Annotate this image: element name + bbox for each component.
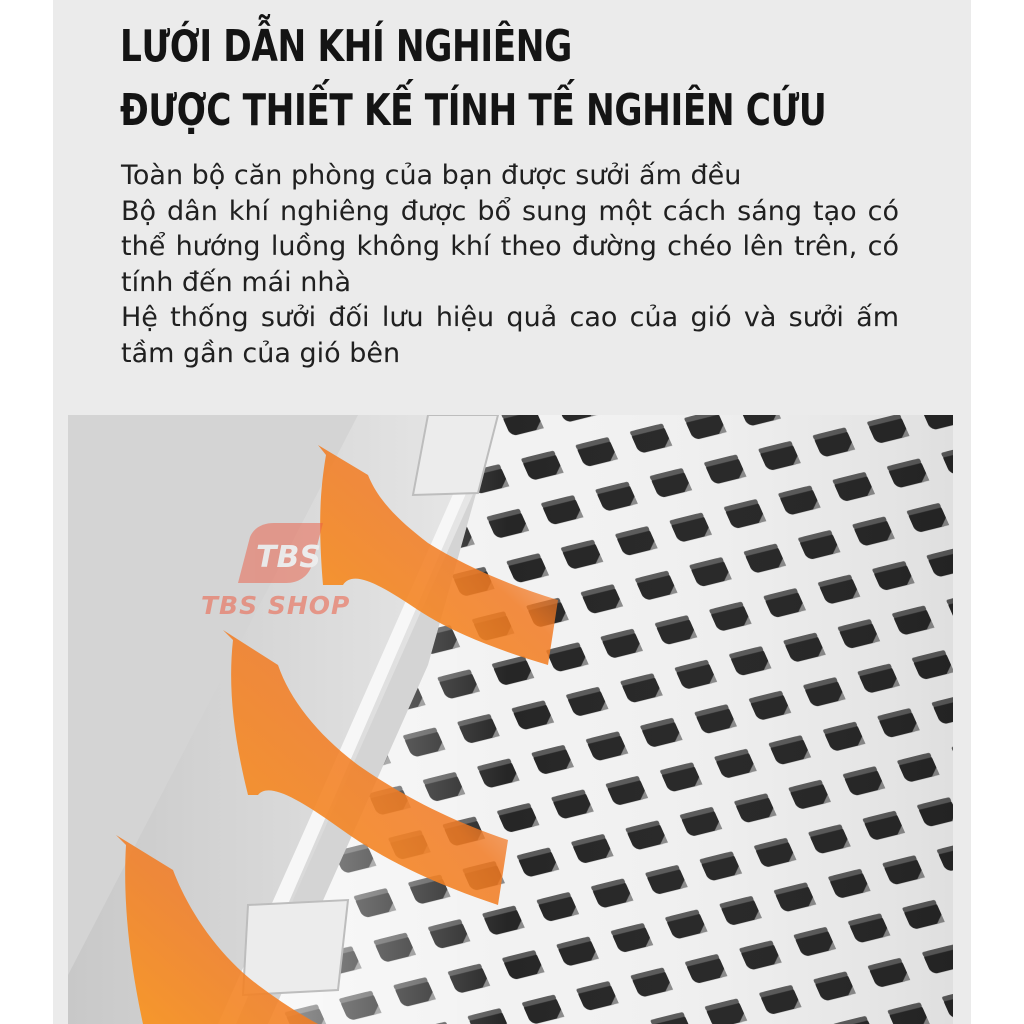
grille-illustration [68,415,953,1024]
svg-text:TBS: TBS [256,540,321,575]
description [121,158,899,372]
description-line-2: Bộ dân khí nghiêng được bổ sung một cách sáng tạo có thể hướng luồng không khí theo đường chéo lên trên, có tính đến mái nhà [121,195,899,298]
product-grille-image [68,415,953,1024]
heading-line-1: LƯỚI DẪN KHÍ NGHIÊNG [120,21,572,72]
description-line-1: Toàn bộ căn phòng của bạn được sưởi ấm đều [121,160,742,191]
description-line-3: Hệ thống sưởi đối lưu hiệu quả cao của gió và sưởi ấm tầm gần của gió bên [121,302,899,369]
heading-line-2: ĐƯỢC THIẾT KẾ TÍNH TẾ NGHIÊN CỨU [120,85,827,136]
shop-watermark: TBS SHOP [201,591,351,620]
